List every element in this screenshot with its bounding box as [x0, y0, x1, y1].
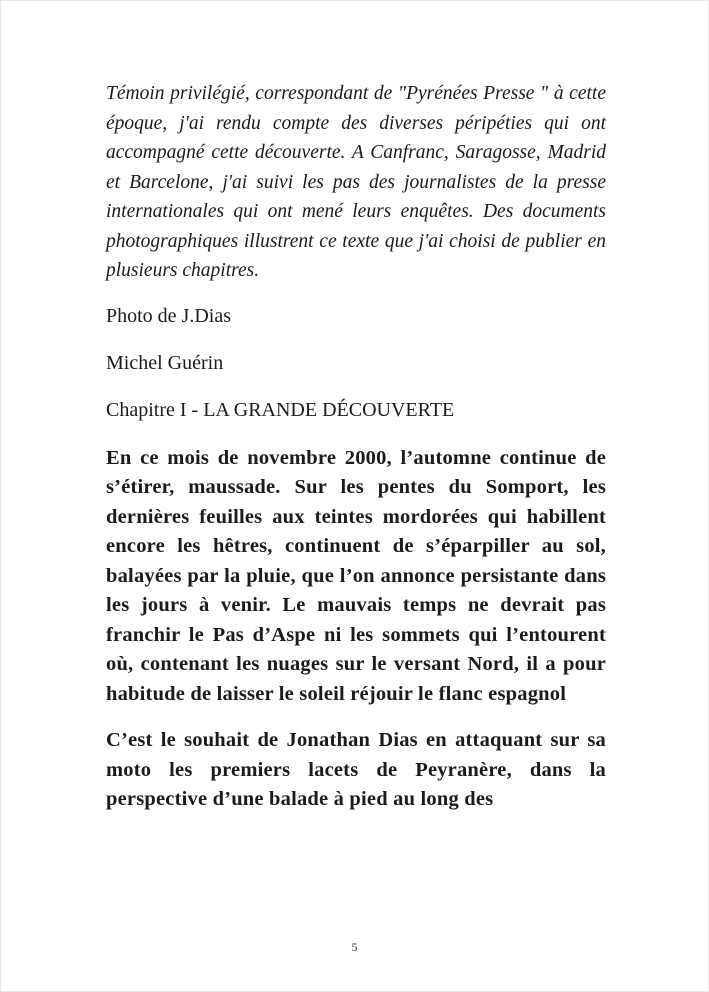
page-number: 5 [351, 940, 358, 954]
chapter-title: Chapitre I - LA GRANDE DÉCOUVERTE [106, 398, 455, 421]
intro-paragraph: Témoin privilégié, correspondant de "Pyrénées Presse " à cette époque, j'ai rendu compte des diverses péripéties qui ont accompagné cette découverte. A Canfranc, Saragosse, Madrid et Barcelone, j'ai suivi les pas des journalistes de la presse internationales qui ont mené leurs enquêtes. Des documents photographiques illustrent ce texte que j'ai choisi de publier en plusieurs chapitres. [106, 83, 606, 281]
author-name: Michel Guérin [106, 351, 224, 374]
photo-credit: Photo de J.Dias [106, 304, 231, 327]
text-column [106, 79, 606, 832]
body-paragraph-1: En ce mois de novembre 2000, l’automne continue de s’étirer, maussade. Sur les pentes du Somport, les dernières feuilles aux teintes mordorées qui habillent encore les hêtres, continuent de s’éparpiller au sol, balayées par la pluie, que l’on annonce persistante dans les jours à venir. Le mauvais temps ne devrait pas franchir le Pas d’Aspe ni les sommets qui l’entourent où, contenant les nuages sur le versant Nord, il a pour habitude de laisser le soleil réjouir le flanc espagnol [106, 446, 606, 705]
body-paragraph-2: C’est le souhait de Jonathan Dias en attaquant sur sa moto les premiers lacets de Peyranère, dans la perspective d’une balade à pied au long des [106, 729, 606, 810]
